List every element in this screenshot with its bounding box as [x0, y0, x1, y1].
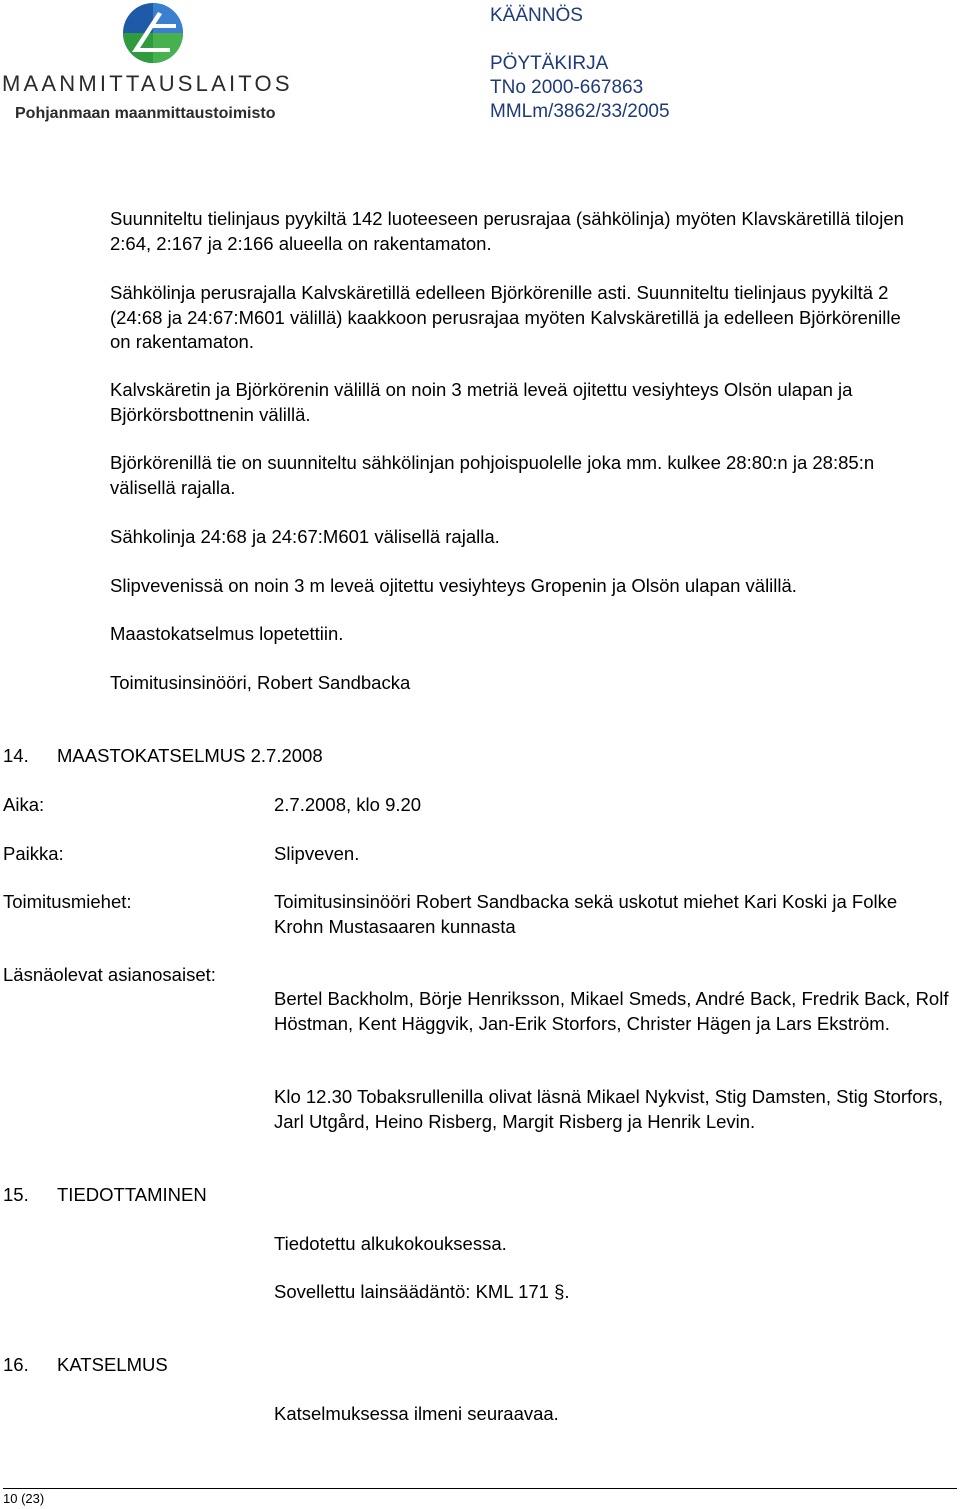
section-number: 16.	[3, 1354, 29, 1375]
org-subtitle: Pohjanmaan maanmittaustoimisto	[15, 105, 276, 122]
paragraph: Katselmuksessa ilmeni seuraavaa.	[274, 1403, 559, 1424]
field-label-parties: Läsnäolevat asianosaiset:	[3, 964, 216, 985]
paragraph: Sovellettu lainsäädäntö: KML 171 §.	[274, 1281, 570, 1302]
field-label-time: Aika:	[3, 794, 45, 815]
record-number: MMLm/3862/33/2005	[490, 101, 670, 122]
paragraph: Björkörenillä tie on suunniteltu sähkölinjan pohjoispuolelle joka mm. kulkee 28:80:n ja 28:85:n välisellä rajalla.	[110, 452, 875, 498]
paragraph: Suunniteltu tielinjaus pyykiltä 142 luoteeseen perusrajaa (sähkölinja) myöten Klavskäretillä tilojen 2:64, 2:167 ja 2:166 alueella on rakentamaton.	[110, 208, 904, 254]
field-value-parties: Bertel Backholm, Börje Henriksson, Mikael Smeds, André Back, Fredrik Back, Rolf Höstman, Kent Häggvik, Jan-Erik Storfors, Christer Hägen ja Lars Ekström.	[274, 988, 949, 1034]
section-title: KATSELMUS	[57, 1354, 168, 1375]
field-label-place: Paikka:	[3, 843, 64, 864]
paragraph: Maastokatselmus lopetettiin.	[110, 623, 344, 644]
footer-divider	[3, 1488, 957, 1489]
field-label-officials: Toimitusmiehet:	[3, 891, 132, 912]
section-title: MAASTOKATSELMUS 2.7.2008	[57, 745, 323, 766]
org-name: MAANMITTAUSLAITOS	[2, 71, 293, 96]
maanmittauslaitos-logo-icon	[122, 2, 184, 64]
translation-label: KÄÄNNÖS	[490, 5, 583, 26]
case-number: TNo 2000-667863	[490, 77, 644, 98]
paragraph: Tiedotettu alkukokouksessa.	[274, 1233, 507, 1254]
signature-line: Toimitusinsinööri, Robert Sandbacka	[110, 672, 411, 693]
paragraph: Sähkolinja 24:68 ja 24:67:M601 välisellä rajalla.	[110, 526, 500, 547]
document-type: PÖYTÄKIRJA	[490, 53, 609, 74]
paragraph: Kalvskäretin ja Björkörenin välillä on noin 3 metriä leveä ojitettu vesiyhteys Olsön ulapan ja Björkörsbottnenin välillä.	[110, 379, 853, 425]
page-number: 10 (23)	[3, 1491, 45, 1506]
field-value-time: 2.7.2008, klo 9.20	[274, 794, 422, 815]
paragraph: Sähkölinja perusrajalla Kalvskäretillä edelleen Björkörenille asti. Suunniteltu tielinjaus pyykiltä 2 (24:68 ja 24:67:M601 välillä) kaakkoon perusrajaa myöten Kalvskäretillä ja edelleen Björkörenille on rakentamaton.	[110, 282, 901, 352]
field-value-officials: Toimitusinsinööri Robert Sandbacka sekä uskotut miehet Kari Koski ja Folke Krohn Mustasaaren kunnasta	[274, 891, 898, 937]
field-value-place: Slipveven.	[274, 843, 360, 864]
paragraph: Slipvevenissä on noin 3 m leveä ojitettu vesiyhteys Gropenin ja Olsön ulapan välillä.	[110, 575, 797, 596]
section-title: TIEDOTTAMINEN	[57, 1184, 207, 1205]
section-number: 15.	[3, 1184, 29, 1205]
section-number: 14.	[3, 745, 29, 766]
attendance-note: Klo 12.30 Tobaksrullenilla olivat läsnä Mikael Nykvist, Stig Damsten, Stig Storfors, Jarl Utgård, Heino Risberg, Margit Risberg ja Henrik Levin.	[274, 1086, 944, 1132]
